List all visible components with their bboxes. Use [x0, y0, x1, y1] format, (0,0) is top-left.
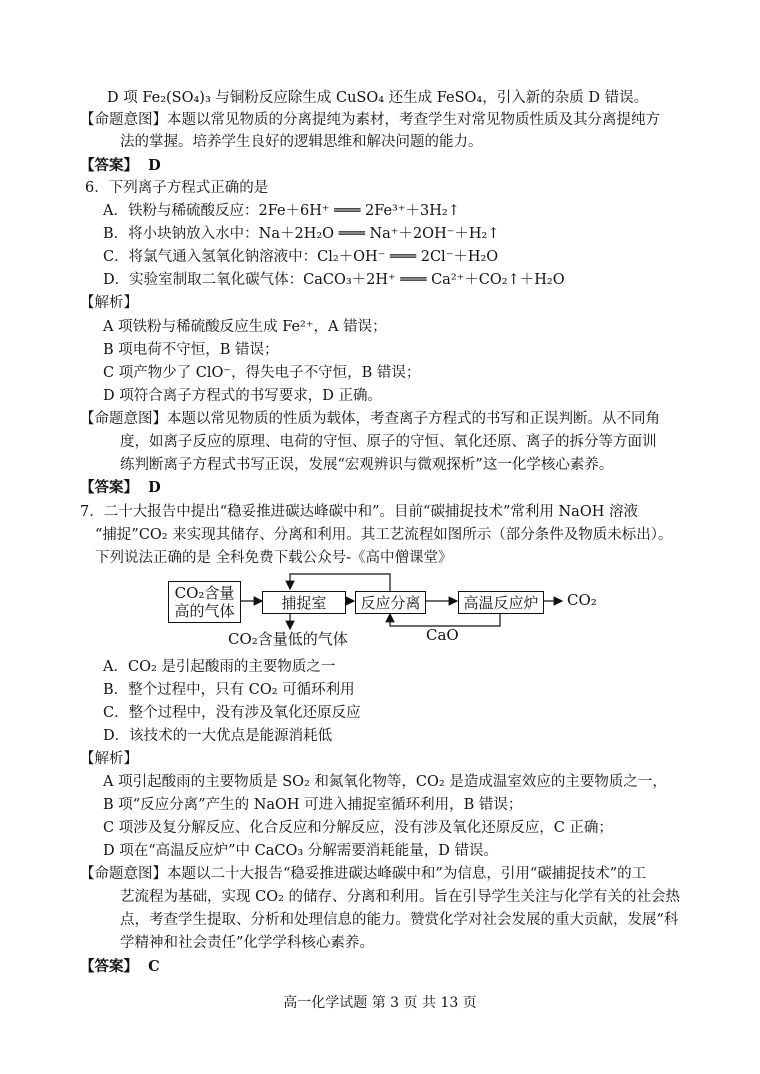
co2-output-label: CO₂ — [567, 591, 597, 609]
analysis-7-a: A 项引起酸雨的主要物质是 SO₂ 和氮氧化物等，CO₂ 是造成温室效应的主要物质之一， — [103, 774, 667, 790]
reaction-separation-box: 反应分离 — [355, 591, 426, 614]
low-co2-gas-label: CO₂含量低的气体 — [228, 630, 348, 648]
intent-6-line3: 练判断离子方程式书写正误，发展“宏观辨识与微观探析”这一化学核心素养。 — [120, 457, 614, 473]
question-7-option-d: D．该技术的一大优点是能源消耗低 — [103, 728, 333, 744]
answer-tag: 【答案】 — [80, 479, 138, 496]
intent-7-line1: 【命题意图】本题以二十大报告“稳妥推进碳达峰碳中和”为信息，引用“碳捕捉技术”的工 — [80, 866, 647, 882]
line-d-analysis: D 项 Fe₂(SO₄)₃ 与铜粉反应除生成 CuSO₄ 还生成 FeSO₄，引入新的杂质 D 错误。 — [107, 90, 649, 106]
analysis-6-a: A 项铁粉与稀硫酸反应生成 Fe²⁺，A 错误； — [103, 319, 387, 335]
analysis-6-c: C 项产物少了 ClO⁻，得失电子不守恒，B 错误； — [103, 365, 421, 381]
answer-tag: 【答案】 — [80, 157, 138, 174]
analysis-7-d: D 项在“高温反应炉”中 CaCO₃ 分解需要消耗能量，D 错误。 — [103, 843, 499, 859]
cao-label: CaO — [426, 626, 459, 644]
question-7-stem-line1: 7．二十大报告中提出“稳妥推进碳达峰碳中和”。目前“碳捕捉技术”常利用 NaOH 溶液 — [80, 504, 638, 520]
intent-5-line1: 【命题意图】本题以常见物质的分离提纯为素材，考查学生对常见物质性质及其分离提纯方 — [80, 112, 660, 128]
analysis-7-c: C 项涉及复分解反应、化合反应和分解反应，没有涉及氧化还原反应，C 正确； — [103, 820, 613, 836]
analysis-7-b: B 项“反应分离”产生的 NaOH 可进入捕捉室循环利用，B 错误； — [103, 797, 523, 813]
analysis-6-heading: 【解析】 — [80, 295, 138, 311]
question-6-stem: 6．下列离子方程式正确的是 — [85, 180, 269, 196]
answer-value: D — [148, 157, 161, 174]
question-7-option-b: B．整个过程中，只有 CO₂ 可循环利用 — [103, 682, 355, 698]
page-footer: 高一化学试题 第 3 页 共 13 页 — [283, 995, 477, 1011]
question-6-option-b: B．将小块钠放入水中：Na＋2H₂O ═══ Na⁺＋2OH⁻＋H₂↑ — [103, 226, 500, 242]
answer-value: C — [148, 958, 160, 975]
intent-7-line3: 点，考查学生提取、分析和处理信息的能力。赞赏化学对社会发展的重大贡献，发展“科 — [120, 912, 679, 928]
question-6-option-d: D．实验室制取二氧化碳气体：CaCO₃＋2H⁺ ═══ Ca²⁺＋CO₂↑＋H₂O — [103, 272, 565, 288]
intent-6-line2: 度，如离子反应的原理、电荷的守恒、原子的守恒、氧化还原、离子的拆分等方面训 — [120, 434, 657, 450]
answer-tag: 【答案】 — [80, 958, 138, 975]
intent-7-line2: 艺流程为基础，实现 CO₂ 的储存、分离和利用。旨在引导学生关注与化学有关的社会热 — [120, 889, 681, 905]
high-co2-gas-box: CO₂含量高的气体 — [168, 581, 241, 623]
question-6-option-c: C．将氯气通入氢氧化钠溶液中：Cl₂＋OH⁻ ═══ 2Cl⁻＋H₂O — [103, 249, 499, 265]
analysis-7-heading: 【解析】 — [80, 751, 138, 767]
analysis-6-b: B 项电荷不守恒，B 错误； — [103, 342, 279, 358]
capture-chamber-box: 捕捉室 — [262, 591, 346, 614]
analysis-6-d: D 项符合离子方程式的书写要求，D 正确。 — [103, 388, 382, 404]
high-temp-furnace-box: 高温反应炉 — [458, 591, 544, 614]
question-6-option-a: A．铁粉与稀硫酸反应：2Fe＋6H⁺ ═══ 2Fe³⁺＋3H₂↑ — [103, 203, 460, 219]
intent-6-line1: 【命题意图】本题以常见物质的性质为载体，考查离子方程式的书写和正误判断。从不同角 — [80, 411, 660, 427]
question-7-stem-line3: 下列说法正确的是 全科免费下载公众号-《高中僧课堂》 — [95, 550, 453, 566]
answer-7 — [80, 957, 160, 977]
intent-5-line2: 法的掌握。培养学生良好的逻辑思维和解决问题的能力。 — [120, 134, 483, 150]
question-7-option-a: A．CO₂ 是引起酸雨的主要物质之一 — [103, 659, 336, 675]
answer-value: D — [148, 479, 161, 496]
intent-7-line4: 学精神和社会责任”化学学科核心素养。 — [120, 935, 374, 951]
question-7-stem-line2: “捕捉”CO₂ 来实现其储存、分离和利用。其工艺流程如图所示（部分条件及物质未标出）。 — [95, 527, 673, 543]
question-7-option-c: C．整个过程中，没有涉及氧化还原反应 — [103, 705, 361, 721]
